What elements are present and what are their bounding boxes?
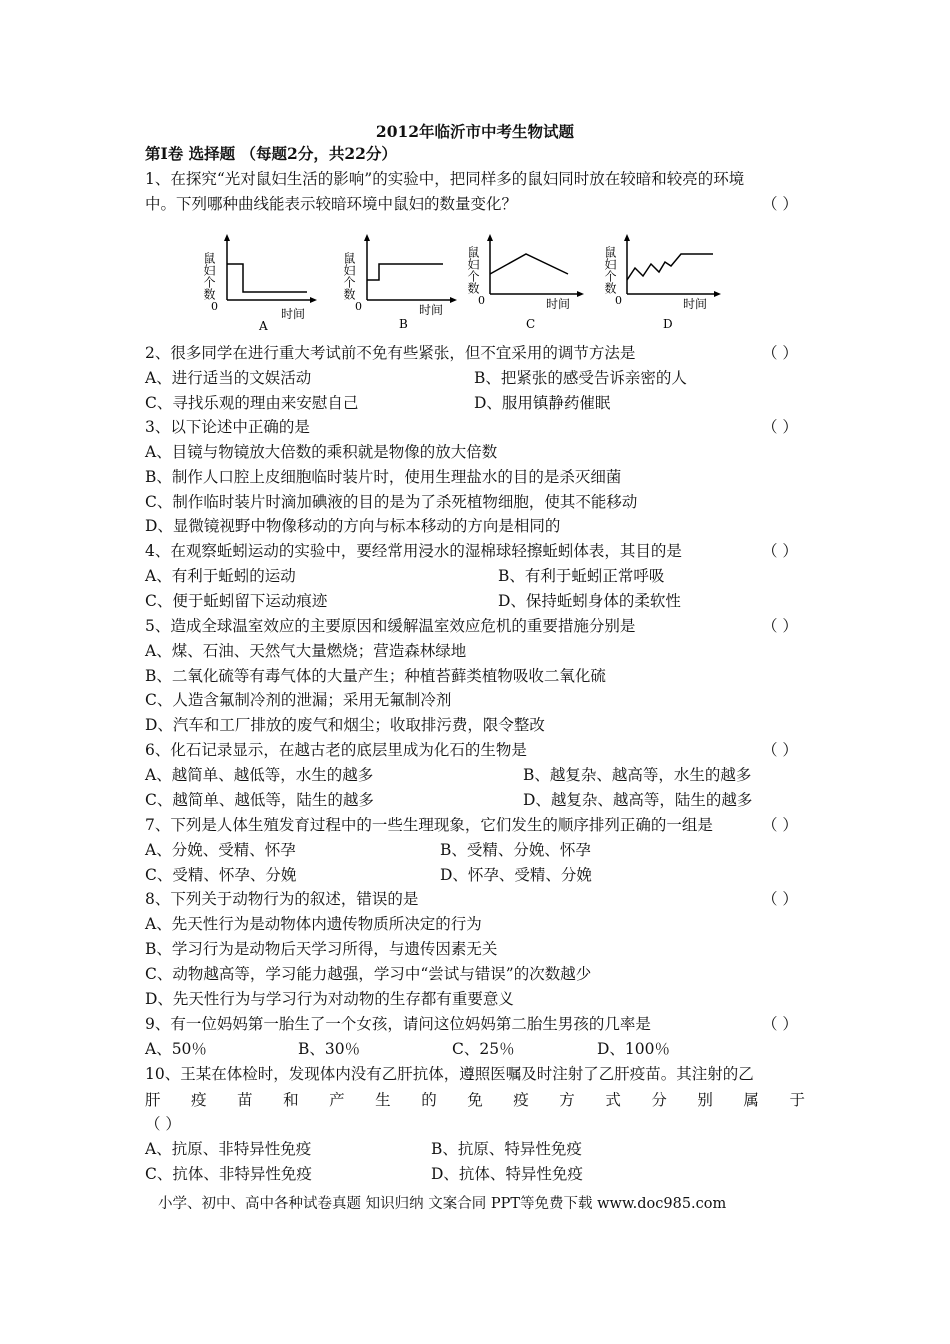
q5-option-d: D、汽车和工厂排放的废气和烟尘；收取排污费，限令整改 [145, 716, 545, 734]
q8-answer-blank: （ ） [762, 890, 798, 908]
graph-c-label: C [526, 317, 536, 331]
q2-option-d: D、服用镇静药催眠 [474, 394, 611, 412]
section-heading: 第Ⅰ卷 选择题 （每题2分，共22分） [145, 144, 397, 163]
q7-option-d: D、怀孕、受精、分娩 [440, 866, 592, 884]
q7-stem: 7、下列是人体生殖发育过程中的一些生理现象，它们发生的顺序排列正确的一组是 [145, 816, 713, 834]
q6-option-d: D、越复杂、越高等，陆生的越多 [523, 791, 753, 809]
graph-b-label: B [399, 317, 408, 331]
q7-option-c: C、受精、怀孕、分娩 [145, 866, 297, 884]
q5-answer-blank: （ ） [762, 617, 798, 635]
q9-answer-blank: （ ） [762, 1015, 798, 1033]
footer-ad: 小学、初中、高中各种试卷真题 知识归纳 文案合同 PPT等免费下载 www.doc985.com [158, 1196, 727, 1212]
graph-d-ylabel: 鼠妇个数 [603, 246, 617, 294]
graph-c-xlabel: 时间 [546, 297, 571, 311]
q10-answer-blank: （ ） [145, 1115, 181, 1133]
graph-d-label: D [663, 317, 673, 331]
q2-stem: 2、很多同学在进行重大考试前不免有些紧张，但不宜采用的调节方法是 [145, 344, 636, 362]
q3-option-d: D、显微镜视野中物像移动的方向与标本移动的方向是相同的 [145, 517, 561, 535]
page-title: 2012年临沂市中考生物试题 [375, 122, 575, 141]
graph-a-origin: 0 [211, 300, 218, 313]
q1-answer-blank: （ ） [762, 195, 798, 213]
q3-answer-blank: （ ） [762, 418, 798, 436]
graph-b-xlabel: 时间 [419, 303, 444, 317]
q8-option-d: D、先天性行为与学习行为对动物的生存都有重要意义 [145, 990, 514, 1008]
q3-option-a: A、目镜与物镜放大倍数的乘积就是物像的放大倍数 [145, 443, 498, 461]
q4-stem: 4、在观察蚯蚓运动的实验中，要经常用浸水的湿棉球轻擦蚯蚓体表，其目的是 [145, 542, 682, 560]
q5-option-c: C、人造含氟制冷剂的泄漏；采用无氟制冷剂 [145, 691, 452, 709]
q8-option-c: C、动物越高等，学习能力越强，学习中“尝试与错误”的次数越少 [145, 965, 592, 983]
q10-stem-line2: 肝 疫 苗 和 产 生 的 免 疫 方 式 分 别 属 于 [145, 1091, 805, 1109]
q8-option-b: B、学习行为是动物后天学习所得，与遗传因素无关 [145, 940, 498, 958]
q1-stem-line2: 中。下列哪种曲线能表示较暗环境中鼠妇的数量变化？ [145, 195, 518, 213]
q4-option-c: C、便于蚯蚓留下运动痕迹 [145, 592, 328, 610]
q2-option-b: B、把紧张的感受告诉亲密的人 [474, 369, 687, 387]
graph-b-origin: 0 [355, 300, 362, 313]
q8-option-a: A、先天性行为是动物体内遗传物质所决定的行为 [145, 915, 482, 933]
q3-option-b: B、制作人口腔上皮细胞临时装片时，使用生理盐水的目的是杀灭细菌 [145, 468, 622, 486]
q10-option-b: B、抗原、特异性免疫 [431, 1140, 582, 1158]
q7-answer-blank: （ ） [762, 816, 798, 834]
graph-b-ylabel: 鼠妇个数 [342, 252, 356, 300]
q6-option-a: A、越简单、越低等，水生的越多 [145, 766, 374, 784]
q2-option-a: A、进行适当的文娱活动 [145, 369, 312, 387]
graph-d-xlabel: 时间 [683, 297, 708, 311]
q9-stem: 9、有一位妈妈第一胎生了一个女孩，请问这位妈妈第二胎生男孩的几率是 [145, 1015, 651, 1033]
q10-option-c: C、抗体、非特异性免疫 [145, 1165, 312, 1183]
q10-stem-line1: 10、王某在体检时，发现体内没有乙肝抗体，遵照医嘱及时注射了乙肝疫苗。其注射的乙 [145, 1065, 754, 1083]
q4-answer-blank: （ ） [762, 542, 798, 560]
q10-option-d: D、抗体、特异性免疫 [431, 1165, 583, 1183]
q8-stem: 8、下列关于动物行为的叙述，错误的是 [145, 890, 419, 908]
q9-option-a: A、50％ [145, 1040, 207, 1058]
q3-stem: 3、以下论述中正确的是 [145, 418, 310, 436]
graph-d [603, 232, 727, 336]
graph-a-label: A [259, 319, 268, 333]
graph-b [343, 232, 463, 336]
graph-c [466, 232, 590, 336]
graph-d-origin: 0 [615, 294, 622, 307]
q10-option-a: A、抗原、非特异性免疫 [145, 1140, 312, 1158]
q1-stem-line1: 1、在探究“光对鼠妇生活的影响”的实验中，把同样多的鼠妇同时放在较暗和较亮的环境 [145, 170, 745, 188]
q3-option-c: C、制作临时装片时滴加碘液的目的是为了杀死植物细胞，使其不能移动 [145, 493, 638, 511]
q7-option-b: B、受精、分娩、怀孕 [440, 841, 591, 859]
q7-option-a: A、分娩、受精、怀孕 [145, 841, 296, 859]
graph-c-origin: 0 [478, 294, 485, 307]
graph-a-xlabel: 时间 [281, 307, 306, 321]
q6-option-b: B、越复杂、越高等，水生的越多 [523, 766, 752, 784]
q4-option-d: D、保持蚯蚓身体的柔软性 [498, 592, 681, 610]
q9-option-c: C、25％ [452, 1040, 515, 1058]
graph-a [203, 232, 323, 336]
q6-option-c: C、越简单、越低等，陆生的越多 [145, 791, 374, 809]
q5-option-a: A、煤、石油、天然气大量燃烧；营造森林绿地 [145, 642, 467, 660]
q2-answer-blank: （ ） [762, 344, 798, 362]
q9-option-b: B、30％ [298, 1040, 361, 1058]
q4-option-a: A、有利于蚯蚓的运动 [145, 567, 296, 585]
q5-stem: 5、造成全球温室效应的主要原因和缓解温室效应危机的重要措施分别是 [145, 617, 636, 635]
q6-stem: 6、化石记录显示，在越古老的底层里成为化石的生物是 [145, 741, 527, 759]
graph-c-ylabel: 鼠妇个数 [466, 246, 480, 294]
graph-a-ylabel: 鼠妇个数 [202, 252, 216, 300]
q4-option-b: B、有利于蚯蚓正常呼吸 [498, 567, 665, 585]
q2-option-c: C、寻找乐观的理由来安慰自己 [145, 394, 359, 412]
q6-answer-blank: （ ） [762, 741, 798, 759]
q9-option-d: D、100％ [597, 1040, 671, 1058]
q5-option-b: B、二氧化硫等有毒气体的大量产生；种植苔藓类植物吸收二氧化硫 [145, 667, 606, 685]
